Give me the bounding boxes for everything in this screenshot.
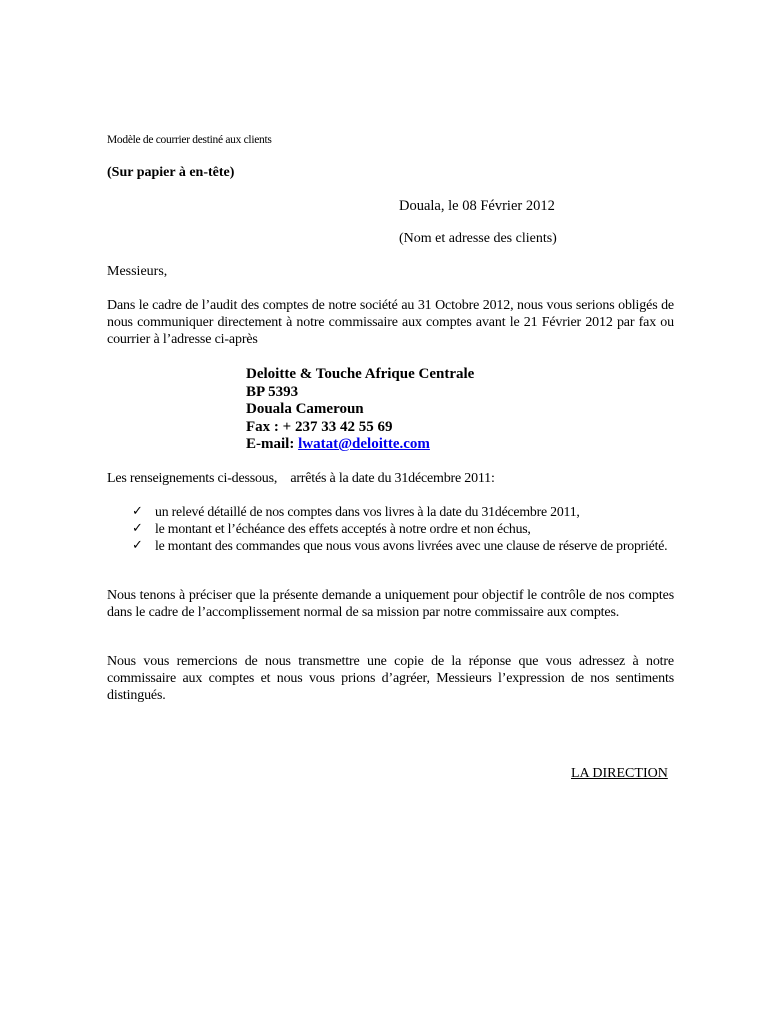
requested-items-list <box>132 503 674 554</box>
email-label: E-mail: <box>246 436 299 452</box>
date-line: Douala, le 08 Février 2012 <box>399 198 555 214</box>
auditor-address-block <box>246 366 474 454</box>
document-caption: Modèle de courrier destiné aux clients <box>107 134 272 146</box>
info-intro: Les renseignements ci-dessous, arrêtés à la date du 31décembre 2011: <box>107 471 495 486</box>
list-item-text: un relevé détaillé de nos comptes dans vos livres à la date du 31décembre 2011, <box>155 504 580 519</box>
closing-paragraph: Nous vous remercions de nous transmettre une copie de la réponse que vous adressez à notre commissaire aux comptes et nous vous prions d’agréer, Messieurs l’expression de nos sentiments distingués. <box>107 654 674 703</box>
auditor-po-box: BP 5393 <box>246 383 299 400</box>
checkmark-icon: ✓ <box>132 504 143 519</box>
email-link[interactable]: lwatat@deloitte.com <box>298 436 430 452</box>
purpose-paragraph: Nous tenons à préciser que la présente demande a uniquement pour objectif le contrôle de nos comptes dans le cadre de l’accomplissement normal de sa mission par notre commissaire aux comptes. <box>107 588 674 620</box>
list-item-text: le montant des commandes que nous vous avons livrées avec une clause de réserve de propriété. <box>155 538 668 553</box>
auditor-name: Deloitte & Touche Afrique Centrale <box>246 366 475 382</box>
salutation: Messieurs, <box>107 264 168 279</box>
list-item <box>132 503 674 520</box>
checkmark-icon: ✓ <box>132 521 143 536</box>
auditor-city: Douala Cameroun <box>246 401 364 417</box>
auditor-fax: Fax : + 237 33 42 55 69 <box>246 418 393 435</box>
letterhead-note: (Sur papier à en-tête) <box>107 165 235 180</box>
recipient-placeholder: (Nom et adresse des clients) <box>399 231 557 246</box>
request-paragraph: Dans le cadre de l’audit des comptes de notre société au 31 Octobre 2012, nous vous serions obligés de nous communiquer directement à notre commissaire aux comptes avant le 21 Février 2012 par fax ou courrier à l’adresse ci-après <box>107 298 674 347</box>
list-item <box>132 537 674 554</box>
auditor-email-line <box>246 436 474 454</box>
signature: LA DIRECTION <box>571 766 668 781</box>
list-item-text: le montant et l’échéance des effets acceptés à notre ordre et non échus, <box>155 521 531 536</box>
checkmark-icon: ✓ <box>132 538 143 553</box>
list-item <box>132 520 674 537</box>
